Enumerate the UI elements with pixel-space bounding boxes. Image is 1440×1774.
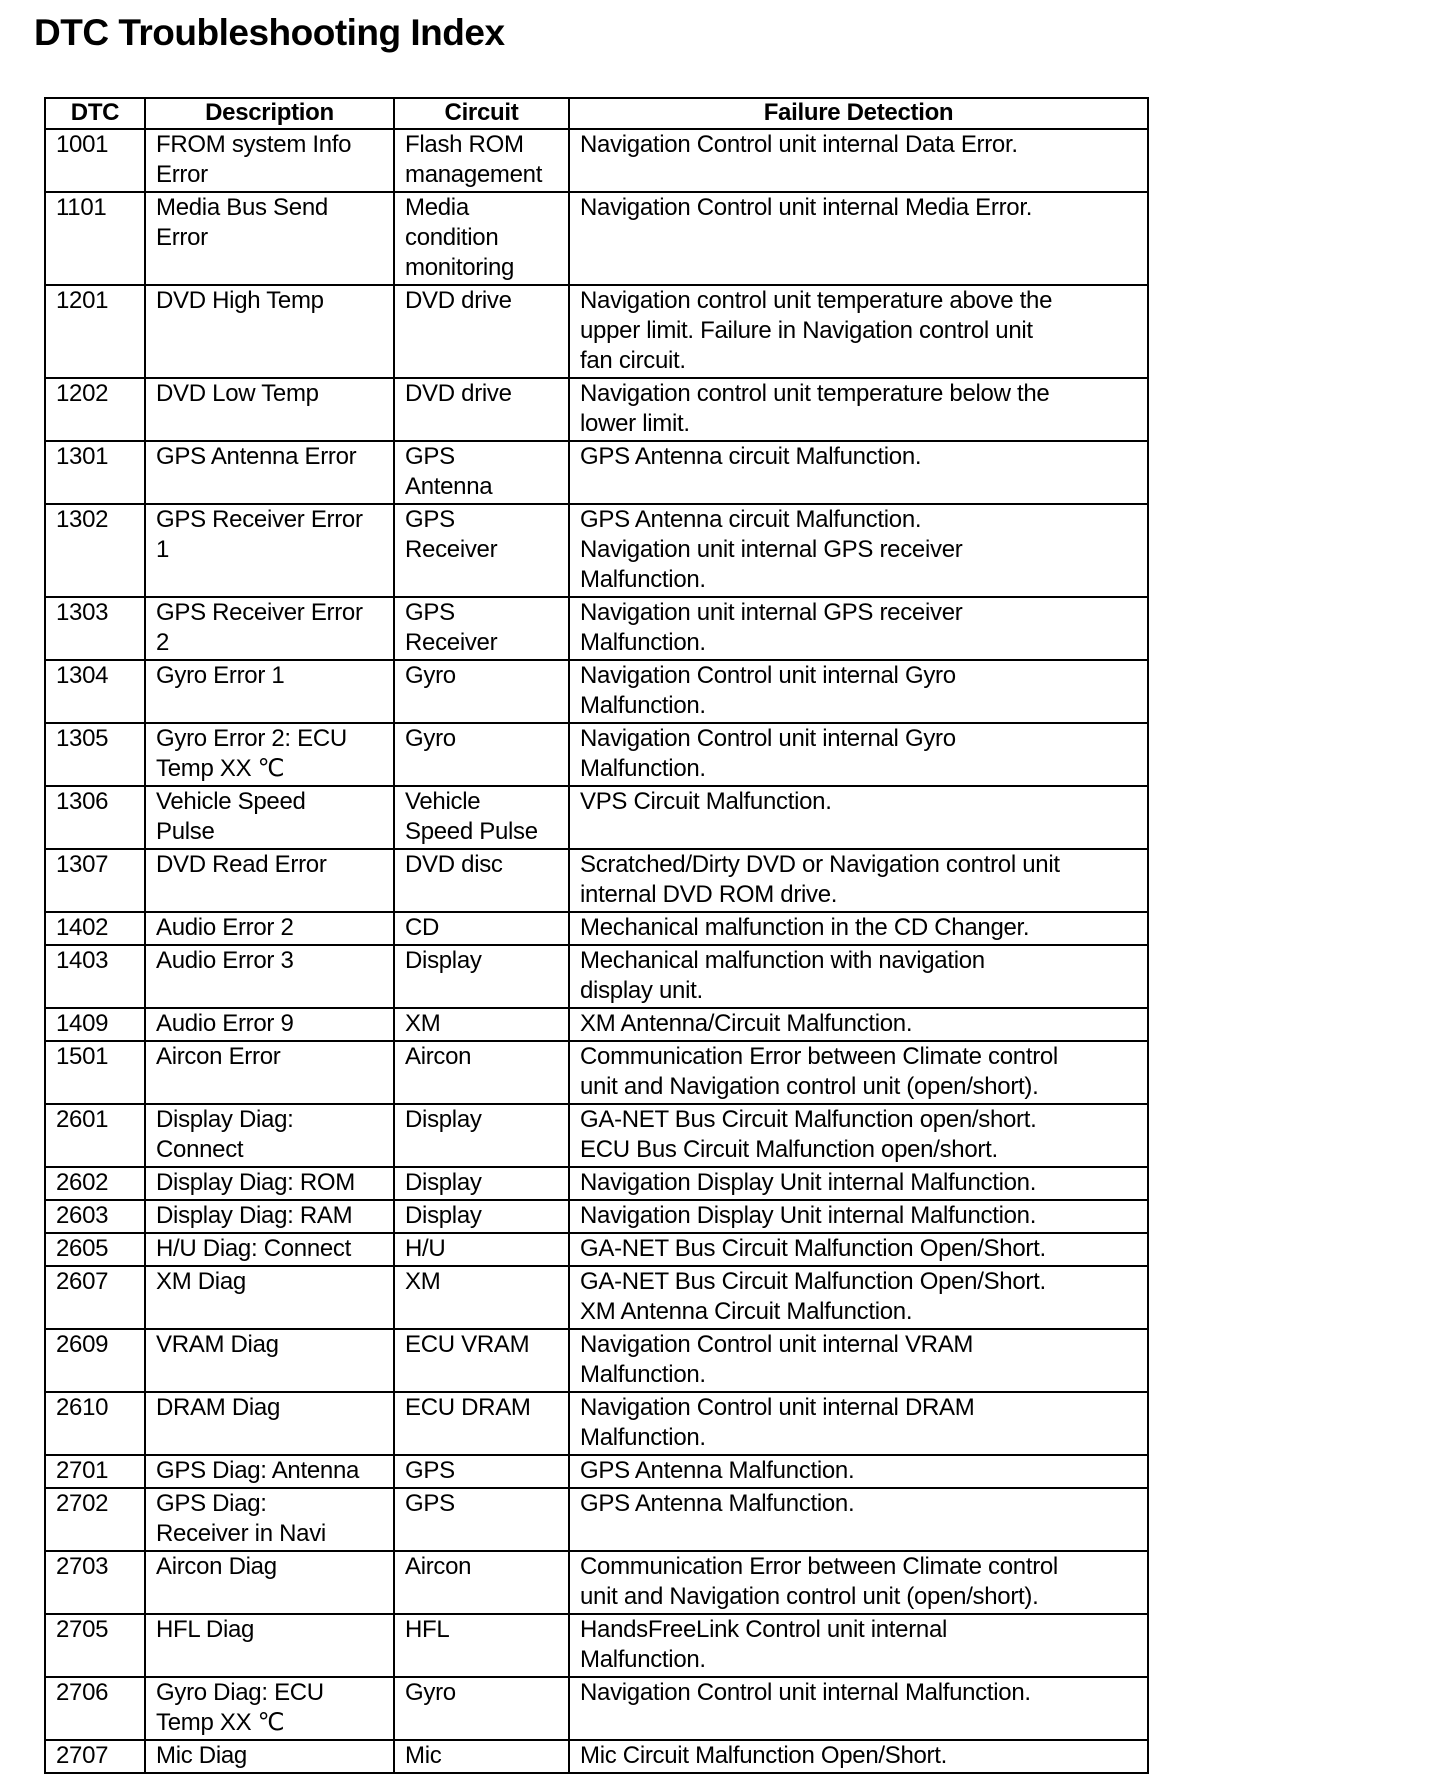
failure-detection-cell: GA-NET Bus Circuit Malfunction open/short. ECU Bus Circuit Malfunction open/short.	[569, 1104, 1148, 1167]
circuit-cell: GPS Receiver	[394, 504, 569, 597]
circuit-cell: Aircon	[394, 1041, 569, 1104]
failure-detection-cell: Communication Error between Climate control unit and Navigation control unit (open/short).	[569, 1551, 1148, 1614]
failure-detection-cell: GPS Antenna circuit Malfunction.	[569, 441, 1148, 504]
dtc-code-cell: 1402	[45, 912, 145, 945]
failure-detection-cell: Navigation Control unit internal DRAM Malfunction.	[569, 1392, 1148, 1455]
dtc-code-cell: 1306	[45, 786, 145, 849]
description-cell: Vehicle Speed Pulse	[145, 786, 394, 849]
circuit-cell: XM	[394, 1008, 569, 1041]
dtc-code-cell: 2607	[45, 1266, 145, 1329]
description-cell: HFL Diag	[145, 1614, 394, 1677]
circuit-cell: ECU DRAM	[394, 1392, 569, 1455]
dtc-code-cell: 2603	[45, 1200, 145, 1233]
failure-detection-cell: Navigation Control unit internal VRAM Malfunction.	[569, 1329, 1148, 1392]
dtc-code-cell: 1403	[45, 945, 145, 1008]
table-row	[45, 1551, 1148, 1614]
circuit-cell: ECU VRAM	[394, 1329, 569, 1392]
table-row	[45, 660, 1148, 723]
circuit-cell: Vehicle Speed Pulse	[394, 786, 569, 849]
table-row	[45, 285, 1148, 378]
failure-detection-cell: Navigation unit internal GPS receiver Malfunction.	[569, 597, 1148, 660]
failure-detection-cell: Navigation control unit temperature below the lower limit.	[569, 378, 1148, 441]
failure-detection-cell: GA-NET Bus Circuit Malfunction Open/Short. XM Antenna Circuit Malfunction.	[569, 1266, 1148, 1329]
description-cell: Mic Diag	[145, 1740, 394, 1773]
dtc-code-cell: 2705	[45, 1614, 145, 1677]
description-cell: VRAM Diag	[145, 1329, 394, 1392]
circuit-cell: Gyro	[394, 1677, 569, 1740]
table-row	[45, 1740, 1148, 1773]
circuit-cell: Mic	[394, 1740, 569, 1773]
description-cell: FROM system Info Error	[145, 129, 394, 192]
description-cell: H/U Diag: Connect	[145, 1233, 394, 1266]
description-cell: GPS Receiver Error 1	[145, 504, 394, 597]
description-cell: Media Bus Send Error	[145, 192, 394, 285]
dtc-code-cell: 1302	[45, 504, 145, 597]
description-cell: GPS Receiver Error 2	[145, 597, 394, 660]
description-cell: GPS Antenna Error	[145, 441, 394, 504]
dtc-code-cell: 1202	[45, 378, 145, 441]
circuit-cell: XM	[394, 1266, 569, 1329]
table-row	[45, 129, 1148, 192]
dtc-code-cell: 2609	[45, 1329, 145, 1392]
circuit-cell: Media condition monitoring	[394, 192, 569, 285]
description-cell: DRAM Diag	[145, 1392, 394, 1455]
failure-detection-cell: Navigation Control unit internal Data Error.	[569, 129, 1148, 192]
description-cell: Aircon Diag	[145, 1551, 394, 1614]
table-row	[45, 1455, 1148, 1488]
table-row	[45, 1200, 1148, 1233]
circuit-cell: DVD drive	[394, 378, 569, 441]
failure-detection-cell: Navigation Display Unit internal Malfunction.	[569, 1167, 1148, 1200]
dtc-code-cell: 1305	[45, 723, 145, 786]
dtc-table	[44, 97, 1149, 1774]
failure-detection-cell: GPS Antenna circuit Malfunction. Navigation unit internal GPS receiver Malfunction.	[569, 504, 1148, 597]
table-row	[45, 441, 1148, 504]
table-row	[45, 912, 1148, 945]
circuit-cell: H/U	[394, 1233, 569, 1266]
dtc-code-cell: 1501	[45, 1041, 145, 1104]
description-cell: Display Diag: Connect	[145, 1104, 394, 1167]
dtc-code-cell: 1301	[45, 441, 145, 504]
failure-detection-cell: Navigation Control unit internal Media Error.	[569, 192, 1148, 285]
dtc-code-cell: 1201	[45, 285, 145, 378]
table-row	[45, 1104, 1148, 1167]
circuit-cell: Gyro	[394, 660, 569, 723]
table-row	[45, 1266, 1148, 1329]
table-body	[45, 129, 1148, 1773]
dtc-code-cell: 2706	[45, 1677, 145, 1740]
dtc-code-cell: 2707	[45, 1740, 145, 1773]
table-row	[45, 1677, 1148, 1740]
failure-detection-cell: GPS Antenna Malfunction.	[569, 1488, 1148, 1551]
table-row	[45, 786, 1148, 849]
dtc-code-cell: 2602	[45, 1167, 145, 1200]
circuit-cell: GPS	[394, 1488, 569, 1551]
table-row	[45, 1488, 1148, 1551]
dtc-code-cell: 1001	[45, 129, 145, 192]
table-row	[45, 597, 1148, 660]
failure-detection-cell: Communication Error between Climate control unit and Navigation control unit (open/short).	[569, 1041, 1148, 1104]
circuit-cell: DVD disc	[394, 849, 569, 912]
description-cell: DVD Read Error	[145, 849, 394, 912]
header-description: Description	[145, 98, 394, 129]
description-cell: DVD Low Temp	[145, 378, 394, 441]
dtc-code-cell: 2702	[45, 1488, 145, 1551]
circuit-cell: Display	[394, 1167, 569, 1200]
circuit-cell: DVD drive	[394, 285, 569, 378]
description-cell: Audio Error 2	[145, 912, 394, 945]
dtc-code-cell: 1304	[45, 660, 145, 723]
table-row	[45, 1167, 1148, 1200]
description-cell: Audio Error 9	[145, 1008, 394, 1041]
description-cell: Audio Error 3	[145, 945, 394, 1008]
circuit-cell: Display	[394, 1104, 569, 1167]
failure-detection-cell: VPS Circuit Malfunction.	[569, 786, 1148, 849]
dtc-code-cell: 1303	[45, 597, 145, 660]
page-title: DTC Troubleshooting Index	[34, 12, 505, 53]
table-row	[45, 1614, 1148, 1677]
table-row	[45, 849, 1148, 912]
table-row	[45, 1329, 1148, 1392]
failure-detection-cell: XM Antenna/Circuit Malfunction.	[569, 1008, 1148, 1041]
table-row	[45, 1392, 1148, 1455]
circuit-cell: Display	[394, 945, 569, 1008]
failure-detection-cell: Navigation control unit temperature above the upper limit. Failure in Navigation control unit fan circuit.	[569, 285, 1148, 378]
dtc-code-cell: 1307	[45, 849, 145, 912]
description-cell: GPS Diag: Receiver in Navi	[145, 1488, 394, 1551]
header-failure-detection: Failure Detection	[569, 98, 1148, 129]
description-cell: Gyro Error 1	[145, 660, 394, 723]
circuit-cell: GPS Receiver	[394, 597, 569, 660]
failure-detection-cell: Scratched/Dirty DVD or Navigation control unit internal DVD ROM drive.	[569, 849, 1148, 912]
table-row	[45, 723, 1148, 786]
table-row	[45, 1041, 1148, 1104]
description-cell: Display Diag: ROM	[145, 1167, 394, 1200]
failure-detection-cell: Navigation Control unit internal Malfunction.	[569, 1677, 1148, 1740]
table-row	[45, 504, 1148, 597]
header-dtc: DTC	[45, 98, 145, 129]
dtc-code-cell: 2701	[45, 1455, 145, 1488]
dtc-code-cell: 2703	[45, 1551, 145, 1614]
failure-detection-cell: GPS Antenna Malfunction.	[569, 1455, 1148, 1488]
circuit-cell: Aircon	[394, 1551, 569, 1614]
failure-detection-cell: HandsFreeLink Control unit internal Malfunction.	[569, 1614, 1148, 1677]
description-cell: Gyro Diag: ECU Temp XX ℃	[145, 1677, 394, 1740]
failure-detection-cell: Mechanical malfunction with navigation display unit.	[569, 945, 1148, 1008]
header-circuit: Circuit	[394, 98, 569, 129]
circuit-cell: GPS	[394, 1455, 569, 1488]
description-cell: XM Diag	[145, 1266, 394, 1329]
failure-detection-cell: Navigation Display Unit internal Malfunction.	[569, 1200, 1148, 1233]
dtc-code-cell: 1101	[45, 192, 145, 285]
table-row	[45, 378, 1148, 441]
failure-detection-cell: Navigation Control unit internal Gyro Malfunction.	[569, 723, 1148, 786]
table-header-row	[45, 98, 1148, 129]
table-row	[45, 1008, 1148, 1041]
description-cell: Gyro Error 2: ECU Temp XX ℃	[145, 723, 394, 786]
failure-detection-cell: GA-NET Bus Circuit Malfunction Open/Short.	[569, 1233, 1148, 1266]
circuit-cell: Gyro	[394, 723, 569, 786]
circuit-cell: HFL	[394, 1614, 569, 1677]
description-cell: GPS Diag: Antenna	[145, 1455, 394, 1488]
failure-detection-cell: Navigation Control unit internal Gyro Malfunction.	[569, 660, 1148, 723]
dtc-code-cell: 2610	[45, 1392, 145, 1455]
circuit-cell: Display	[394, 1200, 569, 1233]
dtc-code-cell: 2601	[45, 1104, 145, 1167]
description-cell: DVD High Temp	[145, 285, 394, 378]
table-row	[45, 192, 1148, 285]
circuit-cell: Flash ROM management	[394, 129, 569, 192]
dtc-code-cell: 2605	[45, 1233, 145, 1266]
failure-detection-cell: Mic Circuit Malfunction Open/Short.	[569, 1740, 1148, 1773]
table-row	[45, 945, 1148, 1008]
table-row	[45, 1233, 1148, 1266]
circuit-cell: GPS Antenna	[394, 441, 569, 504]
circuit-cell: CD	[394, 912, 569, 945]
failure-detection-cell: Mechanical malfunction in the CD Changer.	[569, 912, 1148, 945]
dtc-code-cell: 1409	[45, 1008, 145, 1041]
description-cell: Aircon Error	[145, 1041, 394, 1104]
description-cell: Display Diag: RAM	[145, 1200, 394, 1233]
